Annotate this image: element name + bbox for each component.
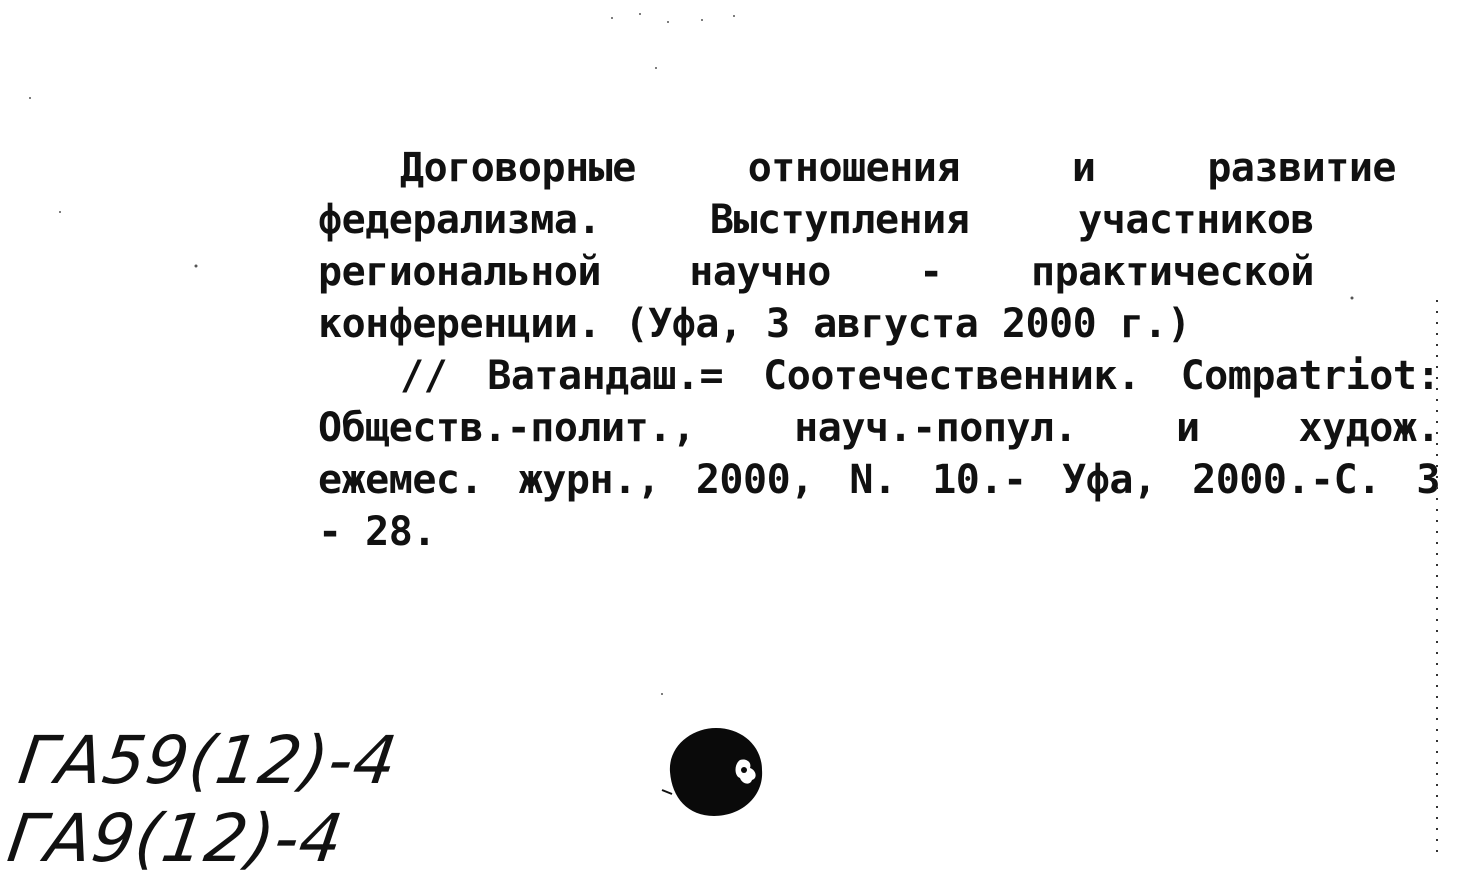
card-edge-dots [1434,300,1440,860]
entry-line-4: конференции. (Уфа, 3 августа 2000 г.) [318,301,1191,347]
shelfmark-2: ГА9(12)-4 [3,800,349,877]
entry-line-7: ежемес. журн., 2000, N. 10.- Уфа, 2000.-С. 3 [318,457,1440,503]
entry-line-3: региональной научно - практической [318,249,1314,295]
bibliographic-entry [318,142,1440,558]
handwritten-shelfmarks [3,722,402,878]
entry-line-8: - 28. [318,509,436,555]
ink-blot-stamp [660,724,768,820]
entry-line-5: // Ватандаш.= Соотечественник. Compatriot: [400,353,1440,399]
entry-line-6: Обществ.-полит., науч.-попул. и худож. [318,405,1440,451]
entry-line-1: Договорные отношения и развитие [400,145,1396,191]
shelfmark-1: ГА59(12)-4 [14,722,403,799]
entry-line-2: федерализма. Выступления участников [318,197,1314,243]
